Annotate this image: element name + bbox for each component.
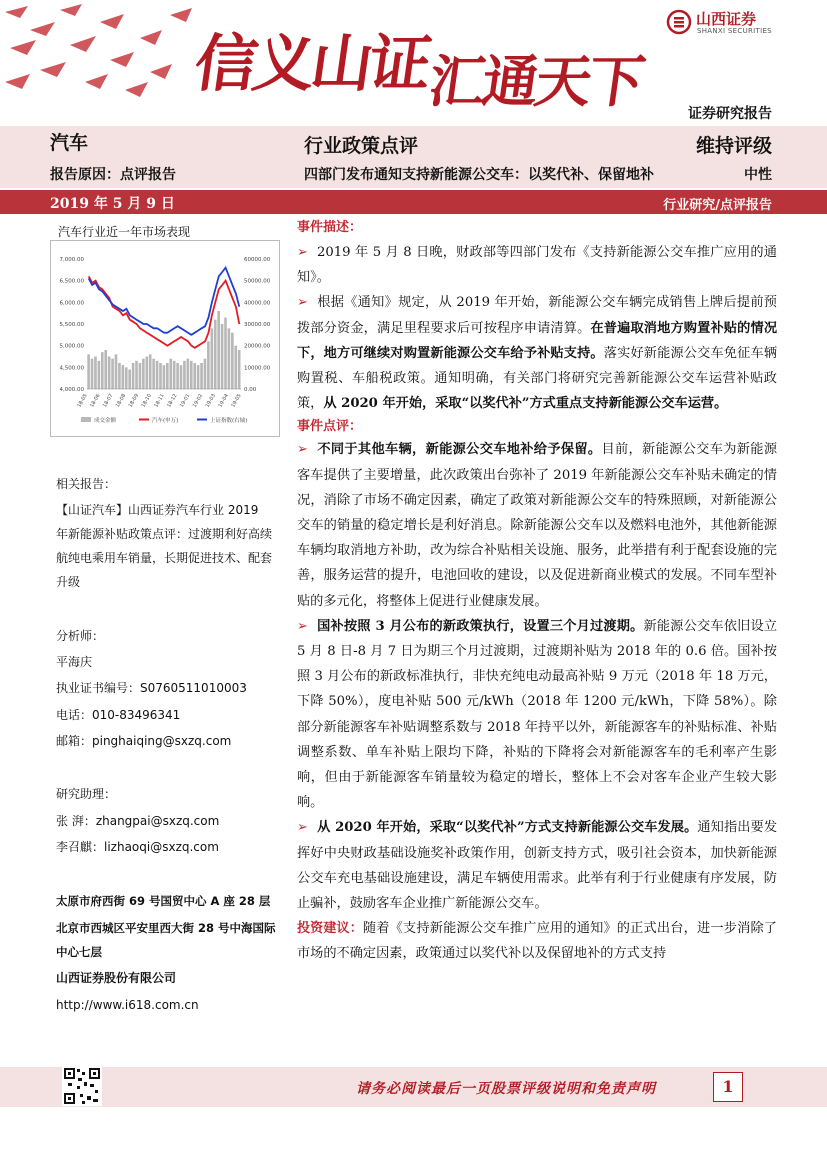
y-tick-label-left: 4,500.00 — [59, 365, 84, 372]
rating: 维持评级 — [695, 135, 772, 157]
volume-bar — [238, 350, 241, 389]
volume-bar — [101, 352, 104, 389]
slogan-part2: 汇通天下 — [424, 50, 646, 115]
analyst-label: 分析师： — [56, 629, 105, 643]
x-tick-label: 18-12 — [166, 393, 179, 409]
industry-name: 汽车 — [50, 132, 89, 154]
x-tick-label: 18-11 — [153, 393, 166, 409]
volume-bar — [122, 365, 125, 389]
volume-bar — [163, 365, 166, 389]
y-tick-label-left: 5,000.00 — [59, 343, 84, 350]
volume-bar — [87, 354, 90, 389]
company-logo-icon — [666, 8, 696, 38]
company-name: 山西证券股份有限公司 — [56, 971, 177, 985]
slogan-part1: 信义山证 — [190, 27, 433, 100]
legend-label: 上证指数(右轴) — [210, 418, 248, 424]
paragraph-bold: 国补按照 3 月公布的新政策执行，设置三个月过渡期。 — [317, 618, 644, 634]
volume-bar — [183, 361, 186, 389]
volume-bar — [128, 370, 131, 390]
volume-bar — [214, 320, 217, 389]
volume-bar — [166, 363, 169, 389]
page-number: 1 — [713, 1072, 743, 1102]
report-headline: 四部门发布通知支持新能源公交车：以奖代补、保留地补 — [304, 167, 654, 183]
volume-bar — [211, 328, 214, 389]
volume-bar — [176, 363, 179, 389]
volume-bar — [104, 350, 107, 389]
address-taiyuan: 太原市府西街 69 号国贸中心 A 座 28 层 — [56, 894, 271, 908]
x-tick-label: 18-05 — [76, 393, 89, 409]
volume-bar — [145, 357, 148, 390]
legend-label: 成交金额 — [94, 418, 117, 424]
y-tick-label-right: 0.00 — [244, 387, 257, 393]
paragraph-text: 根据《通知》规定，从 2019 年开始，新能源公交车辆完成销售上牌后提前预拨部分资金，满足里程要求后可按程序申请清算。 — [297, 295, 777, 336]
paragraph — [297, 916, 777, 966]
paragraph — [297, 815, 777, 916]
volume-bar — [224, 318, 227, 390]
volume-bar — [152, 359, 155, 389]
volume-bar — [204, 359, 207, 389]
x-tick-label: 19-02 — [191, 393, 205, 409]
volume-bar — [180, 365, 183, 389]
volume-bar — [115, 354, 118, 389]
paragraph — [297, 290, 777, 416]
report-reason: 报告原因：点评报告 — [50, 167, 176, 183]
paragraph-text: 落实好新能源公交车免征车辆购置税、车船税政策。通知明确，有关部门将研究完善新能源公交车运营补贴政策， — [297, 345, 778, 412]
volume-bar — [173, 361, 176, 389]
x-tick-label: 18-10 — [140, 393, 153, 409]
paragraph-text: 通知指出要发挥好中央财政基础设施奖补政策作用，创新支持方式，吸引社会资本，加快新能源公交车充电基础设施建设，满足车辆使用需求。此举有利于行业健康有序发展，防止骗补，鼓励客车企业推广新能源公交车。 — [297, 820, 778, 912]
bullet-arrow-icon: ➢ — [297, 442, 309, 458]
paragraph-bold: 从 2020 年开始，采取“以奖代补”方式重点支持新能源公交车运营。 — [323, 396, 728, 412]
analyst-email[interactable]: 邮箱：pinghaiqing@sxzq.com — [56, 734, 232, 748]
assistant-contact[interactable]: 张 湃：zhangpai@sxzq.com — [56, 814, 220, 828]
qr-code-icon[interactable] — [62, 1066, 102, 1106]
section-title: 事件点评： — [297, 419, 363, 435]
top-banner — [0, 0, 827, 126]
rating-value: 中性 — [744, 167, 772, 183]
volume-bar — [228, 328, 231, 389]
volume-bar — [98, 361, 101, 389]
section-title-inline: 投资建议： — [297, 921, 363, 937]
main-content — [297, 218, 777, 967]
volume-bar — [125, 367, 128, 389]
x-tick-label: 19-04 — [217, 393, 230, 409]
volume-bar — [108, 357, 111, 390]
volume-bar — [132, 363, 135, 389]
x-tick-label: 18-06 — [89, 393, 102, 409]
report-date: 2019 年 5 月 9 日 — [50, 196, 175, 212]
bullet-arrow-icon: ➢ — [297, 618, 309, 634]
arrow-pattern-icon — [0, 0, 200, 100]
volume-bar — [156, 361, 159, 389]
x-tick-label: 19-01 — [178, 393, 192, 409]
volume-bar — [111, 359, 114, 389]
paragraph-text: 目前，新能源公交车为新能源客车提供了主要增量，此次政策出台弥补了 2019 年新能源公交车补贴未确定的情况，消除了市场不确定因素，确定了政策对新能源公交车的特殊照顾，对新能源公交车的销量的稳定增长是利好消息。除新能源公交车以及燃料电池外，其他新能源车辆均取消地方补助，改为综合补贴相关设施、服务，此举措有利于配套设施的完善，服务运营的提升，电池回收的建设，以及促进新商业模式的发展。不同车型补贴的多元化，将整体上促进行业健康发展。 — [297, 442, 778, 609]
chart-title: 汽车行业近一年市场表现 — [58, 225, 191, 239]
paragraph-bold: 从 2020 年开始，采取“以奖代补”方式支持新能源公交车发展。 — [317, 820, 698, 836]
paragraph-text: 新能源公交车依旧设立 5 月 8 日-8 月 7 日为期三个月过渡期，过渡期补贴为 2018 年的 0.6 倍。国补按照 3 月公布的新政标准执行，非快充纯电动最高补贴 9 万元（2018 年 18 万元，下降 50%），度电补贴 500 元/kWh（2018 年 1200 元/kWh，下降 58%）。除部分新能源客车补贴调整系数与 2018 年持平以外，新能源客车的补贴标准、补贴调整系数、单车补贴上限均下降，补贴的下降将会对新能源客车的毛利率产生影响，但由于新能源客车销量较为稳定的增长，整体上不会对客车企业产生较大影响。 — [297, 618, 778, 811]
x-tick-label: 18-09 — [127, 393, 141, 409]
y-tick-label-right: 50000.00 — [244, 278, 271, 285]
assistant-contact[interactable]: 李召麒：lizhaoqi@sxzq.com — [56, 840, 219, 854]
volume-bar — [149, 354, 152, 389]
volume-bar — [139, 363, 142, 389]
volume-bar — [231, 333, 234, 389]
volume-bar — [193, 363, 196, 389]
volume-bar — [217, 311, 220, 389]
market-chart — [50, 240, 280, 437]
x-tick-label: 19-03 — [204, 393, 218, 409]
paragraph-bold: 在普遍取消地方购置补贴的情况下，地方可继续对购置新能源公交车给予补贴支持。 — [297, 320, 778, 361]
paragraph — [297, 437, 777, 613]
paragraph — [297, 240, 777, 290]
legend-swatch — [81, 417, 91, 422]
y-tick-label-right: 40000.00 — [244, 300, 271, 307]
website-link[interactable]: http://www.i618.com.cn — [56, 998, 199, 1012]
bullet-arrow-icon: ➢ — [297, 820, 309, 836]
volume-bar — [187, 359, 190, 389]
chart-canvas — [51, 241, 279, 436]
x-tick-label: 18-08 — [114, 393, 128, 409]
y-tick-label-right: 30000.00 — [244, 322, 271, 328]
bullet-arrow-icon: ➢ — [297, 295, 309, 311]
volume-bar — [221, 324, 224, 389]
related-report-link[interactable]: 【山证汽车】山西证券汽车行业 2019 年新能源补贴政策点评：过渡期利好高续航纯电乘用车销量，长期促进技术、配套升级 — [56, 503, 273, 589]
disclaimer: 请务必阅读最后一页股票评级说明和免责声明 — [356, 1081, 656, 1097]
volume-bar — [159, 363, 162, 389]
logo-name-en: SHANXI SECURITIES — [697, 27, 772, 35]
y-tick-label-right: 60000.00 — [244, 257, 271, 263]
paragraph — [297, 614, 777, 816]
volume-bar — [169, 359, 172, 389]
section-title: 事件描述： — [297, 220, 363, 235]
volume-bar — [135, 361, 138, 389]
legend-label: 汽车(申万) — [152, 418, 179, 424]
bullet-arrow-icon: ➢ — [297, 245, 309, 260]
assistant-label: 研究助理： — [56, 787, 117, 801]
logo-name: 山西证券 — [696, 10, 757, 28]
y-tick-label-left: 4,000.00 — [59, 387, 84, 393]
analyst-tel: 电话：010-83496341 — [56, 708, 181, 722]
volume-bar — [190, 361, 193, 389]
address-beijing: 北京市西城区平安里西大街 28 号中海国际中心七层 — [56, 921, 276, 959]
x-tick-label: 19-05 — [230, 393, 243, 409]
volume-bar — [118, 363, 121, 389]
y-tick-label-right: 20000.00 — [244, 343, 271, 350]
y-tick-label-left: 7,000.00 — [59, 257, 84, 263]
report-type-tag: 行业研究/点评报告 — [663, 198, 772, 213]
report-type: 证券研究报告 — [688, 106, 772, 122]
volume-bar — [197, 365, 200, 389]
volume-bar — [94, 357, 97, 390]
related-label: 相关报告： — [56, 477, 117, 491]
y-tick-label-left: 6,500.00 — [59, 278, 84, 285]
report-category: 行业政策点评 — [304, 135, 419, 157]
paragraph-text: 随着《支持新能源公交车推广应用的通知》的正式出台，进一步消除了市场的不确定因素，政策通过以奖代补以及保留地补的方式支持 — [297, 921, 777, 962]
volume-bar — [207, 341, 210, 389]
analyst-cert: 执业证书编号：S0760511010003 — [56, 681, 247, 695]
y-tick-label-right: 10000.00 — [244, 365, 271, 372]
y-tick-label-left: 6,000.00 — [59, 300, 84, 307]
volume-bar — [91, 359, 94, 389]
volume-bar — [142, 359, 145, 389]
paragraph-bold: 不同于其他车辆，新能源公交车地补给予保留。 — [317, 442, 602, 458]
x-tick-label: 18-07 — [101, 393, 115, 409]
volume-bar — [234, 346, 237, 389]
y-tick-label-left: 5,500.00 — [59, 322, 84, 328]
analyst-name: 平海庆 — [56, 655, 93, 669]
volume-bar — [200, 363, 203, 389]
paragraph-text: 2019 年 5 月 8 日晚，财政部等四部门发布《支持新能源公交车推广应用的通知》。 — [297, 245, 777, 286]
